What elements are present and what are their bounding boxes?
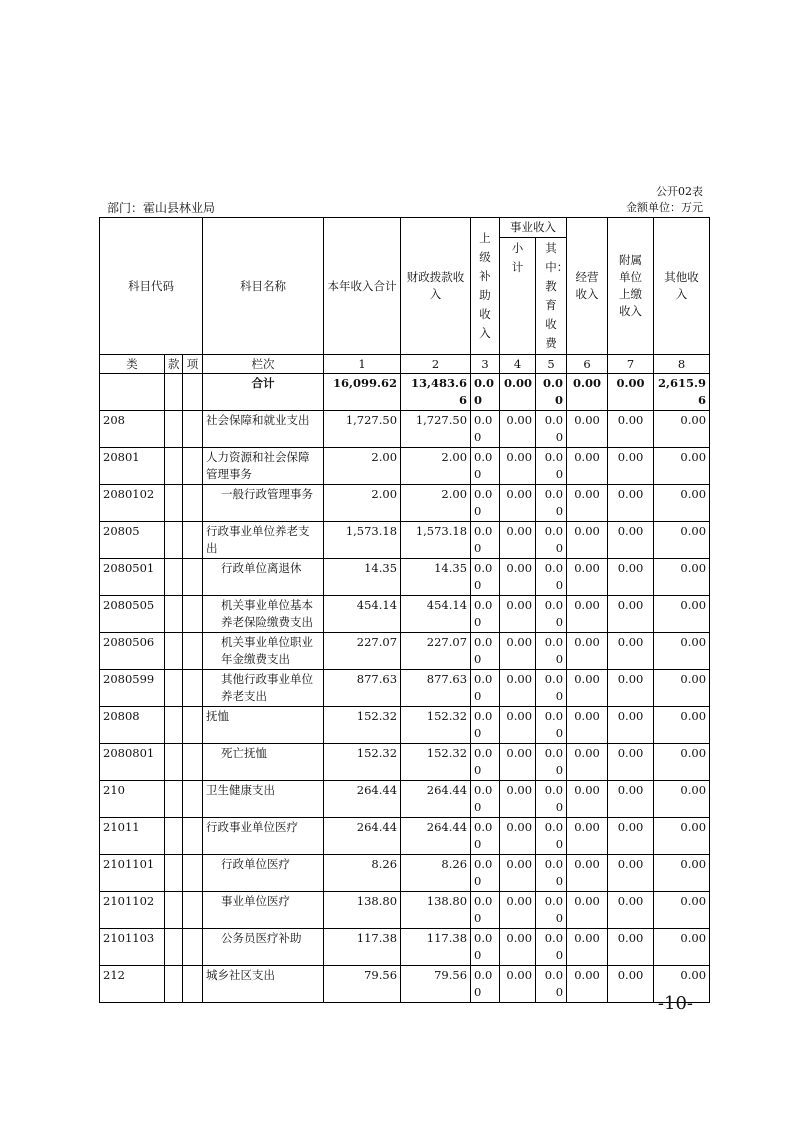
col-header-education-text: 其中：教育收费 xyxy=(545,241,569,350)
row-name: 一般行政管理事务 xyxy=(203,485,324,522)
table-row xyxy=(100,448,710,485)
col-header-total: 本年收入合计 xyxy=(324,218,401,355)
row-education: 0.00 xyxy=(536,966,567,1003)
total-fiscal: 13,483.66 xyxy=(401,374,471,411)
row-affiliated: 0.00 xyxy=(608,892,654,929)
total-operating: 0.00 xyxy=(567,374,608,411)
header-row-1 xyxy=(100,218,710,238)
row-xiang xyxy=(183,744,203,781)
row-education: 0.00 xyxy=(536,892,567,929)
row-kuan xyxy=(165,633,183,670)
total-xiang xyxy=(183,374,203,411)
row-total: 79.56 xyxy=(324,966,401,1003)
row-total: 138.80 xyxy=(324,892,401,929)
row-total: 264.44 xyxy=(324,818,401,855)
row-operating: 0.00 xyxy=(567,855,608,892)
row-operating: 0.00 xyxy=(567,411,608,448)
row-upper: 0.00 xyxy=(471,559,500,596)
row-operating: 0.00 xyxy=(567,818,608,855)
row-code: 2101102 xyxy=(100,892,165,929)
row-name: 机关事业单位职业年金缴费支出 xyxy=(203,633,324,670)
row-education: 0.00 xyxy=(536,855,567,892)
row-education: 0.00 xyxy=(536,781,567,818)
row-upper: 0.00 xyxy=(471,633,500,670)
row-total: 2.00 xyxy=(324,448,401,485)
row-other: 0.00 xyxy=(654,670,710,707)
col-header-upper xyxy=(471,218,500,355)
row-upper: 0.00 xyxy=(471,596,500,633)
row-fiscal: 152.32 xyxy=(401,744,471,781)
row-kuan xyxy=(165,596,183,633)
income-budget-table xyxy=(99,217,710,1003)
row-subtotal: 0.00 xyxy=(500,596,536,633)
row-total: 152.32 xyxy=(324,707,401,744)
row-fiscal: 2.00 xyxy=(401,448,471,485)
index-4: 4 xyxy=(500,355,536,374)
row-total: 8.26 xyxy=(324,855,401,892)
row-affiliated: 0.00 xyxy=(608,966,654,1003)
row-upper: 0.00 xyxy=(471,448,500,485)
row-subtotal: 0.00 xyxy=(500,855,536,892)
row-education: 0.00 xyxy=(536,929,567,966)
index-6: 6 xyxy=(567,355,608,374)
row-operating: 0.00 xyxy=(567,966,608,1003)
row-code: 2080801 xyxy=(100,744,165,781)
row-xiang xyxy=(183,929,203,966)
row-education: 0.00 xyxy=(536,411,567,448)
total-upper: 0.00 xyxy=(471,374,500,411)
col-header-upper-text: 上级补助收入 xyxy=(479,231,491,340)
total-label: 合计 xyxy=(203,374,324,411)
row-fiscal: 264.44 xyxy=(401,818,471,855)
row-affiliated: 0.00 xyxy=(608,781,654,818)
row-fiscal: 1,573.18 xyxy=(401,522,471,559)
row-operating: 0.00 xyxy=(567,707,608,744)
row-subtotal: 0.00 xyxy=(500,559,536,596)
row-other: 0.00 xyxy=(654,448,710,485)
row-education: 0.00 xyxy=(536,670,567,707)
index-kuan: 款 xyxy=(165,355,183,374)
total-education: 0.00 xyxy=(536,374,567,411)
table-row xyxy=(100,559,710,596)
row-other: 0.00 xyxy=(654,633,710,670)
col-header-other xyxy=(654,218,710,355)
row-subtotal: 0.00 xyxy=(500,781,536,818)
row-operating: 0.00 xyxy=(567,522,608,559)
index-8: 8 xyxy=(654,355,710,374)
row-education: 0.00 xyxy=(536,633,567,670)
col-header-name: 科目名称 xyxy=(203,218,324,355)
table-row xyxy=(100,892,710,929)
row-upper: 0.00 xyxy=(471,744,500,781)
row-xiang xyxy=(183,633,203,670)
row-name: 人力资源和社会保障管理事务 xyxy=(203,448,324,485)
total-subtotal: 0.00 xyxy=(500,374,536,411)
row-subtotal: 0.00 xyxy=(500,818,536,855)
row-total: 14.35 xyxy=(324,559,401,596)
row-subtotal: 0.00 xyxy=(500,448,536,485)
row-subtotal: 0.00 xyxy=(500,485,536,522)
row-other: 0.00 xyxy=(654,781,710,818)
row-name: 事业单位医疗 xyxy=(203,892,324,929)
table-row xyxy=(100,781,710,818)
row-fiscal: 138.80 xyxy=(401,892,471,929)
department-label: 部门：霍山县林业局 xyxy=(107,201,216,215)
row-affiliated: 0.00 xyxy=(608,448,654,485)
row-xiang xyxy=(183,448,203,485)
row-subtotal: 0.00 xyxy=(500,707,536,744)
row-operating: 0.00 xyxy=(567,485,608,522)
table-row xyxy=(100,818,710,855)
row-kuan xyxy=(165,522,183,559)
row-code: 210 xyxy=(100,781,165,818)
row-affiliated: 0.00 xyxy=(608,411,654,448)
form-code: 公开02表 xyxy=(656,185,703,198)
row-upper: 0.00 xyxy=(471,892,500,929)
table-row xyxy=(100,707,710,744)
row-other: 0.00 xyxy=(654,929,710,966)
row-affiliated: 0.00 xyxy=(608,559,654,596)
row-code: 208 xyxy=(100,411,165,448)
row-other: 0.00 xyxy=(654,485,710,522)
row-fiscal: 454.14 xyxy=(401,596,471,633)
row-education: 0.00 xyxy=(536,485,567,522)
row-kuan xyxy=(165,818,183,855)
index-row xyxy=(100,355,710,374)
row-name: 抚恤 xyxy=(203,707,324,744)
row-fiscal: 117.38 xyxy=(401,929,471,966)
row-other: 0.00 xyxy=(654,744,710,781)
total-total: 16,099.62 xyxy=(324,374,401,411)
row-education: 0.00 xyxy=(536,522,567,559)
row-name: 行政单位离退休 xyxy=(203,559,324,596)
row-other: 0.00 xyxy=(654,707,710,744)
row-operating: 0.00 xyxy=(567,781,608,818)
row-code: 20808 xyxy=(100,707,165,744)
table-row xyxy=(100,596,710,633)
row-kuan xyxy=(165,744,183,781)
row-upper: 0.00 xyxy=(471,485,500,522)
row-affiliated: 0.00 xyxy=(608,855,654,892)
row-education: 0.00 xyxy=(536,744,567,781)
row-other: 0.00 xyxy=(654,818,710,855)
row-total: 1,727.50 xyxy=(324,411,401,448)
row-other: 0.00 xyxy=(654,596,710,633)
row-xiang xyxy=(183,411,203,448)
row-other: 0.00 xyxy=(654,855,710,892)
row-kuan xyxy=(165,855,183,892)
row-xiang xyxy=(183,485,203,522)
row-other: 0.00 xyxy=(654,892,710,929)
col-header-affiliated xyxy=(608,218,654,355)
col-header-affiliated-text: 附属单位上缴收入 xyxy=(619,253,643,318)
row-name: 机关事业单位基本养老保险缴费支出 xyxy=(203,596,324,633)
table-row xyxy=(100,855,710,892)
row-operating: 0.00 xyxy=(567,448,608,485)
index-5: 5 xyxy=(536,355,567,374)
row-kuan xyxy=(165,929,183,966)
row-fiscal: 2.00 xyxy=(401,485,471,522)
row-code: 2080599 xyxy=(100,670,165,707)
row-total: 877.63 xyxy=(324,670,401,707)
row-fiscal: 877.63 xyxy=(401,670,471,707)
row-kuan xyxy=(165,411,183,448)
row-kuan xyxy=(165,670,183,707)
row-affiliated: 0.00 xyxy=(608,485,654,522)
row-name: 城乡社区支出 xyxy=(203,966,324,1003)
row-operating: 0.00 xyxy=(567,559,608,596)
row-subtotal: 0.00 xyxy=(500,892,536,929)
row-other: 0.00 xyxy=(654,559,710,596)
row-code: 2080505 xyxy=(100,596,165,633)
amount-unit-label: 金额单位：万元 xyxy=(626,201,703,214)
row-education: 0.00 xyxy=(536,448,567,485)
table-row xyxy=(100,485,710,522)
table-row xyxy=(100,522,710,559)
index-xiang: 项 xyxy=(183,355,203,374)
row-operating: 0.00 xyxy=(567,929,608,966)
row-name: 行政事业单位医疗 xyxy=(203,818,324,855)
row-name: 公务员医疗补助 xyxy=(203,929,324,966)
row-fiscal: 14.35 xyxy=(401,559,471,596)
table-row xyxy=(100,411,710,448)
row-kuan xyxy=(165,485,183,522)
row-subtotal: 0.00 xyxy=(500,633,536,670)
col-header-other-text: 其他收入 xyxy=(664,270,699,301)
row-other: 0.00 xyxy=(654,411,710,448)
page-number: -10- xyxy=(657,993,693,1014)
row-other: 0.00 xyxy=(654,522,710,559)
row-kuan xyxy=(165,448,183,485)
total-affiliated: 0.00 xyxy=(608,374,654,411)
row-name: 其他行政事业单位养老支出 xyxy=(203,670,324,707)
row-education: 0.00 xyxy=(536,559,567,596)
table-row xyxy=(100,633,710,670)
row-upper: 0.00 xyxy=(471,818,500,855)
col-header-operating: 经营收入 xyxy=(567,218,608,355)
row-xiang xyxy=(183,781,203,818)
row-name: 行政单位医疗 xyxy=(203,855,324,892)
row-upper: 0.00 xyxy=(471,966,500,1003)
col-header-subtotal xyxy=(500,238,536,355)
row-subtotal: 0.00 xyxy=(500,522,536,559)
row-total: 117.38 xyxy=(324,929,401,966)
row-name: 死亡抚恤 xyxy=(203,744,324,781)
row-code: 2080506 xyxy=(100,633,165,670)
row-other: 0.00 xyxy=(654,966,710,1003)
row-xiang xyxy=(183,855,203,892)
row-affiliated: 0.00 xyxy=(608,670,654,707)
row-affiliated: 0.00 xyxy=(608,818,654,855)
row-xiang xyxy=(183,707,203,744)
row-subtotal: 0.00 xyxy=(500,929,536,966)
row-code: 212 xyxy=(100,966,165,1003)
row-operating: 0.00 xyxy=(567,596,608,633)
index-2: 2 xyxy=(401,355,471,374)
row-code: 2080501 xyxy=(100,559,165,596)
row-affiliated: 0.00 xyxy=(608,707,654,744)
row-xiang xyxy=(183,670,203,707)
col-header-subtotal-text: 小计 xyxy=(511,241,524,274)
total-code xyxy=(100,374,165,411)
row-kuan xyxy=(165,781,183,818)
row-subtotal: 0.00 xyxy=(500,411,536,448)
index-3: 3 xyxy=(471,355,500,374)
row-total: 227.07 xyxy=(324,633,401,670)
row-xiang xyxy=(183,818,203,855)
total-row xyxy=(100,374,710,411)
row-code: 2080102 xyxy=(100,485,165,522)
row-affiliated: 0.00 xyxy=(608,744,654,781)
row-operating: 0.00 xyxy=(567,633,608,670)
table-row xyxy=(100,929,710,966)
row-name: 卫生健康支出 xyxy=(203,781,324,818)
row-code: 2101101 xyxy=(100,855,165,892)
index-7: 7 xyxy=(608,355,654,374)
row-kuan xyxy=(165,892,183,929)
row-code: 20801 xyxy=(100,448,165,485)
row-name: 行政事业单位养老支出 xyxy=(203,522,324,559)
row-upper: 0.00 xyxy=(471,411,500,448)
row-xiang xyxy=(183,522,203,559)
row-xiang xyxy=(183,892,203,929)
row-total: 454.14 xyxy=(324,596,401,633)
row-kuan xyxy=(165,559,183,596)
index-lei: 类 xyxy=(100,355,165,374)
row-education: 0.00 xyxy=(536,707,567,744)
row-total: 264.44 xyxy=(324,781,401,818)
col-header-fiscal: 财政拨款收入 xyxy=(401,218,471,355)
row-upper: 0.00 xyxy=(471,670,500,707)
row-affiliated: 0.00 xyxy=(608,929,654,966)
row-affiliated: 0.00 xyxy=(608,522,654,559)
row-fiscal: 79.56 xyxy=(401,966,471,1003)
row-education: 0.00 xyxy=(536,596,567,633)
table-row xyxy=(100,744,710,781)
row-name: 社会保障和就业支出 xyxy=(203,411,324,448)
row-affiliated: 0.00 xyxy=(608,596,654,633)
row-code: 21011 xyxy=(100,818,165,855)
row-total: 1,573.18 xyxy=(324,522,401,559)
total-kuan xyxy=(165,374,183,411)
row-upper: 0.00 xyxy=(471,855,500,892)
index-lanci: 栏次 xyxy=(203,355,324,374)
table-row xyxy=(100,670,710,707)
row-operating: 0.00 xyxy=(567,892,608,929)
row-fiscal: 227.07 xyxy=(401,633,471,670)
row-subtotal: 0.00 xyxy=(500,670,536,707)
col-header-code: 科目代码 xyxy=(100,218,203,355)
row-total: 152.32 xyxy=(324,744,401,781)
row-code: 20805 xyxy=(100,522,165,559)
row-fiscal: 8.26 xyxy=(401,855,471,892)
row-affiliated: 0.00 xyxy=(608,633,654,670)
row-fiscal: 1,727.50 xyxy=(401,411,471,448)
row-upper: 0.00 xyxy=(471,522,500,559)
row-subtotal: 0.00 xyxy=(500,966,536,1003)
row-operating: 0.00 xyxy=(567,744,608,781)
total-other: 2,615.96 xyxy=(654,374,710,411)
row-xiang xyxy=(183,596,203,633)
index-1: 1 xyxy=(324,355,401,374)
row-upper: 0.00 xyxy=(471,929,500,966)
row-education: 0.00 xyxy=(536,818,567,855)
row-xiang xyxy=(183,559,203,596)
row-operating: 0.00 xyxy=(567,670,608,707)
row-subtotal: 0.00 xyxy=(500,744,536,781)
row-code: 2101103 xyxy=(100,929,165,966)
col-header-business: 事业收入 xyxy=(500,218,567,238)
row-upper: 0.00 xyxy=(471,781,500,818)
row-fiscal: 152.32 xyxy=(401,707,471,744)
row-fiscal: 264.44 xyxy=(401,781,471,818)
row-upper: 0.00 xyxy=(471,707,500,744)
col-header-education xyxy=(536,238,567,355)
row-total: 2.00 xyxy=(324,485,401,522)
row-kuan xyxy=(165,707,183,744)
